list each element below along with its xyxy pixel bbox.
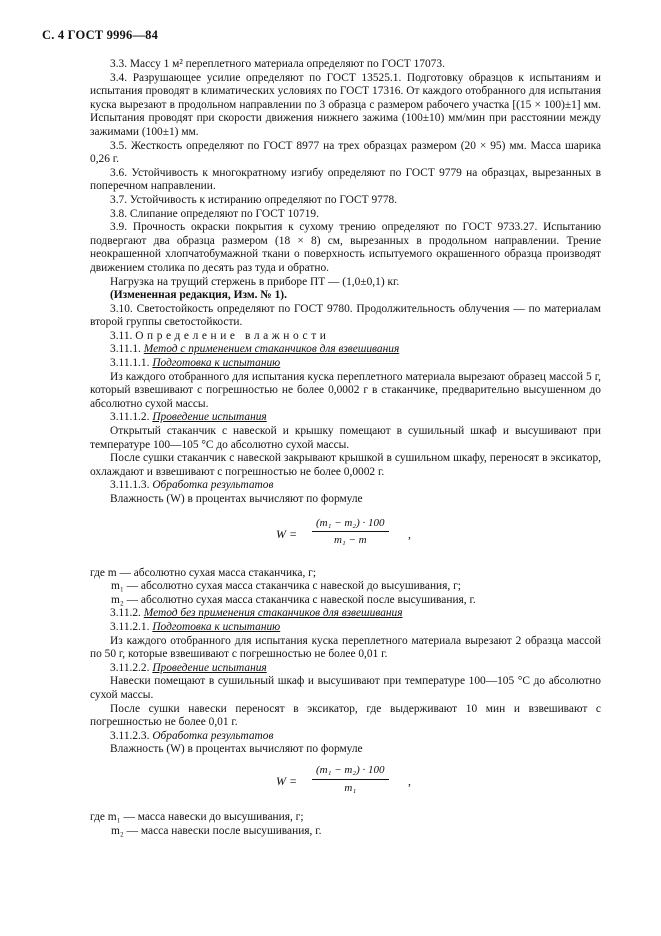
heading-3-11-2-1-title: Подготовка к испытанию <box>152 620 281 633</box>
heading-3-11-title: Определение влажности <box>135 329 330 342</box>
legend-1-item-1: m₁ — абсолютно сухая масса стаканчика с навеской до высушивания, г; <box>111 580 461 593</box>
formula-1-numerator: (m₁ − m₂) · 100 <box>312 517 389 533</box>
heading-3-11-1-1 <box>90 357 601 371</box>
clause-3-6: 3.6. Устойчивость к многократному изгибу определяют по ГОСТ 9779 на образцах, вырезанных в поперечном направлении. <box>90 166 601 193</box>
heading-3-11-1 <box>90 343 601 357</box>
legend-1-item-0: где m — абсолютно сухая масса стаканчика, г; <box>90 566 317 579</box>
heading-3-11-1-2-number: 3.11.1.2. <box>110 411 150 424</box>
heading-3-11-1-title: Метод с применением стаканчиков для взвешивания <box>143 343 400 356</box>
clause-3-4: 3.4. Разрушающее усилие определяют по ГОСТ 13525.1. Подготовку образцов к испытаниям и испытания проводят в климатических условиях по ГОСТ 17316. От каждого отобранного для испытания куска вырезают в продольном направлении по 3 образца с размером рабочего участка [(15 × 100)±1] мм. Испытания проводят при скорости движения нижнего зажима (100±10) мм/мин при расстоянии между зажимами (100±1) мм. <box>90 71 601 138</box>
formula-1 <box>90 513 601 559</box>
load-note: Нагрузка на трущий стержень в приборе ПТ — (1,0±0,1) кг. <box>110 275 400 288</box>
heading-3-11-2-2-title: Проведение испытания <box>152 661 267 674</box>
clause-3-11-1-2-text-a: Открытый стаканчик с навеской и крышку помещают в сушильный шкаф и высушивают при температуре 100—105 °С до абсолютно сухой массы. <box>90 425 601 451</box>
clause-3-10: 3.10. Светостойкость определяют по ГОСТ 9780. Продолжительность облучения — по материалам второй группы светостойкости. <box>90 302 601 329</box>
heading-3-11-1-2-title: Проведение испытания <box>152 411 267 424</box>
formula-2-intro: Влажность (W) в процентах вычисляют по формуле <box>110 743 363 756</box>
heading-3-11-2-3 <box>90 730 601 744</box>
formula-1-comma: , <box>408 526 411 541</box>
formula-1-denominator: m₁ − m <box>333 534 367 547</box>
heading-3-11-2-1-number: 3.11.2.1. <box>110 620 150 633</box>
heading-3-11-2-3-title: Обработка результатов <box>152 729 274 742</box>
heading-3-11-2-title: Метод без применения стаканчиков для взвешивания <box>143 607 403 620</box>
clause-3-3: 3.3. Массу 1 м² переплетного материала определяют по ГОСТ 17073. <box>110 58 445 70</box>
clause-3-8: 3.8. Слипание определяют по ГОСТ 10719. <box>110 207 319 220</box>
heading-3-11-2-1 <box>90 621 601 635</box>
heading-3-11-2-3-number: 3.11.2.3. <box>110 729 150 742</box>
clause-3-11-2-1-text: Из каждого отобранного для испытания куска переплетного материала вырезают 2 образца массой по 50 г, которые взвешивают с погрешностью не более 0,01 г. <box>90 634 601 661</box>
formula-2 <box>90 761 601 805</box>
clause-3-5: 3.5. Жесткость определяют по ГОСТ 8977 на трех образцах размером (20 × 95) мм. Масса шарика 0,26 г. <box>90 139 601 166</box>
heading-3-11-1-3-title: Обработка результатов <box>152 479 274 492</box>
heading-3-11-1-number: 3.11.1. <box>110 343 141 356</box>
legend-2-item-0: где m₁ — масса навески до высушивания, г; <box>90 810 304 823</box>
heading-3-11-1-2 <box>90 411 601 425</box>
formula-1-intro: Влажность (W) в процентах вычисляют по формуле <box>110 493 363 505</box>
clause-3-9: 3.9. Прочность окраски покрытия к сухому трению определяют по ГОСТ 9733.27. Испытанию подвергают два образца размером (18 × 8) см, вырезанных в продольном направлении. Трение неокрашенной хлопчатобумажной ткани о поверхность испытуемого окрашенного образца производят движением столика по десять раз туда и обратно. <box>90 221 601 274</box>
formula-2-numerator: (m₁ − m₂) · 100 <box>312 764 389 780</box>
heading-3-11-2-2-number: 3.11.2.2. <box>110 661 150 674</box>
heading-3-11-1-3-number: 3.11.1.3. <box>110 479 150 492</box>
heading-3-11-number: 3.11. <box>110 329 133 342</box>
heading-3-11-2 <box>90 607 601 621</box>
clause-3-7: 3.7. Устойчивость к истиранию определяют по ГОСТ 9778. <box>110 193 398 206</box>
heading-3-11-1-3 <box>90 479 601 493</box>
heading-3-11-1-1-title: Подготовка к испытанию <box>152 357 281 370</box>
formula-2-comma: , <box>408 773 411 788</box>
formula-2-denominator: m₁ <box>344 781 357 794</box>
legend-1-item-2: m₂ — абсолютно сухая масса стаканчика с навеской после высушивания, г. <box>111 593 476 606</box>
clause-3-11-2-2-text-a: Навески помещают в сушильный шкаф и высушивают при температуре 100—105 °С до абсолютно сухой массы. <box>90 675 601 701</box>
clause-3-11-2-2-text-b: После сушки навески переносят в эксикатор, где выдерживают 10 мин и взвешивают с погрешностью не более 0,01 г. <box>90 702 601 729</box>
formula-1-fraction <box>312 517 389 548</box>
amendment-note: (Измененная редакция, Изм. № 1). <box>110 289 287 302</box>
formula-1-legend <box>90 567 601 608</box>
document-body <box>90 58 601 838</box>
heading-3-11 <box>90 330 601 344</box>
formula-2-legend <box>90 811 601 838</box>
page-header: С. 4 ГОСТ 9996—84 <box>42 28 159 42</box>
legend-2-item-1: m₂ — масса навески после высушивания, г. <box>111 824 322 837</box>
formula-1-lhs: W = <box>276 526 298 541</box>
formula-2-lhs: W = <box>276 773 298 788</box>
heading-3-11-2-number: 3.11.2. <box>110 607 141 620</box>
clause-3-11-1-2-text-b: После сушки стаканчик с навеской закрывают крышкой в сушильном шкафу, переносят в эксикатор, охлаждают и взвешивают с погрешностью не более 0,0002 г. <box>90 452 601 478</box>
formula-2-fraction <box>312 764 389 795</box>
clause-3-11-1-1-text: Из каждого отобранного для испытания куска переплетного материала вырезают образец массой 5 г, который взвешивают с погрешностью не более 0,0002 г в стаканчике, предварительно высушенном до абсолютно сухой массы. <box>90 370 601 410</box>
heading-3-11-1-1-number: 3.11.1.1. <box>110 357 150 370</box>
heading-3-11-2-2 <box>90 662 601 676</box>
